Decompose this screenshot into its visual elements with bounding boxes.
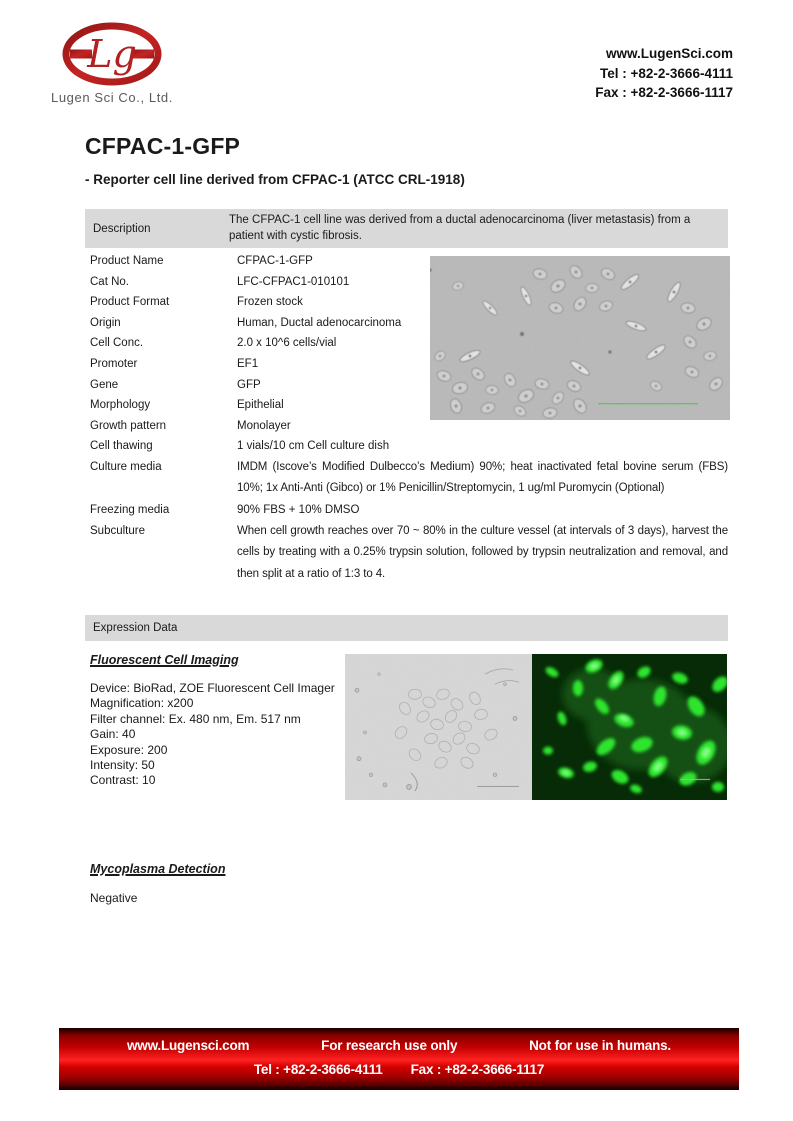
- header-fax: Fax : +82-2-3666-1117: [595, 85, 733, 100]
- spec-label: Product Name: [90, 255, 164, 267]
- spec-value: GFP: [237, 378, 261, 391]
- svg-text:Lg: Lg: [87, 32, 137, 76]
- spec-label: Cell thawing: [90, 440, 153, 453]
- imaging-detail-intensity: Intensity: 50: [90, 758, 155, 773]
- imaging-detail-exposure: Exposure: 200: [90, 742, 168, 757]
- description-label: Description: [93, 222, 151, 235]
- footer-bar: [59, 1028, 739, 1090]
- spec-value: IMDM (Iscove’s Modified Dulbecco’s Medium) 90%; heat inactivated fetal bovine serum (FBS) 10%; 1x Anti-Anti (Gibco) or 1% Penicillin/Streptomycin, 1 ug/ml Puromycin (Optional): [237, 460, 728, 495]
- phase-contrast-micrograph-image: [430, 256, 730, 420]
- spec-row-freezing-media: [85, 500, 728, 521]
- imaging-detail-device: Device: BioRad, ZOE Fluorescent Cell Imager: [90, 681, 335, 695]
- spec-value: 90% FBS + 10% DMSO: [237, 503, 360, 516]
- mycoplasma-result: Negative: [90, 891, 138, 905]
- lugen-logo-icon: [60, 22, 164, 88]
- spec-label: Growth pattern: [90, 419, 167, 432]
- page-subtitle: - Reporter cell line derived from CFPAC-1 (ATCC CRL-1918): [85, 172, 465, 187]
- expression-data-label: Expression Data: [93, 622, 178, 634]
- spec-label: Cell Conc.: [90, 337, 144, 350]
- footer-tel: Tel : +82-2-3666-4111: [253, 1062, 383, 1077]
- imaging-details: [90, 681, 335, 789]
- imaging-detail-gain: Gain: 40: [90, 727, 136, 742]
- header-contact-info: [595, 44, 733, 103]
- footer-disclaimer: Not for use in humans.: [529, 1038, 671, 1053]
- footer-line-1: [59, 1030, 739, 1053]
- imaging-detail-filter-channel: Filter channel: Ex. 480 nm, Em. 517 nm: [90, 711, 301, 726]
- footer-research-use: For research use only: [321, 1038, 458, 1053]
- spec-label: Morphology: [90, 399, 151, 412]
- spec-value: LFC-CFPAC1-010101: [237, 275, 350, 288]
- spec-label: Freezing media: [90, 503, 170, 516]
- spec-row-culture-media: [85, 457, 728, 500]
- header-website: www.LugenSci.com: [605, 46, 733, 61]
- spec-value: 1 vials/10 cm Cell culture dish: [237, 440, 390, 453]
- footer-line-2: [59, 1062, 739, 1077]
- fluorescent-imaging-heading: Fluorescent Cell Imaging: [90, 653, 239, 667]
- imaging-detail-contrast: Contrast: 10: [90, 773, 156, 788]
- spec-label: Product Format: [90, 296, 170, 309]
- spec-value: EF1: [237, 357, 259, 370]
- spec-label: Subculture: [90, 524, 145, 537]
- footer-fax: Fax : +82-2-3666-1117: [410, 1062, 545, 1077]
- spec-label: Culture media: [90, 460, 162, 473]
- header-tel: Tel : +82-2-3666-4111: [600, 65, 733, 81]
- spec-value: When cell growth reaches over 70 ~ 80% in the culture vessel (at intervals of 3 days), harvest the cells by treating with a 0.25% trypsin solution, followed by trypsin neutralization and removal, and then split at a ratio of 1:3 to 4.: [237, 524, 728, 580]
- spec-label: Origin: [90, 316, 121, 329]
- bright-field-image: [345, 654, 532, 800]
- spec-label: Cat No.: [90, 275, 129, 288]
- company-name: Lugen Sci Co., Ltd.: [51, 90, 173, 105]
- description-row: [85, 209, 728, 248]
- spec-row-subculture: [85, 521, 728, 586]
- expression-data-section-header: [85, 615, 728, 641]
- description-text: The CFPAC-1 cell line was derived from a ductal adenocarcinoma (liver metastasis) from a patient with cystic fibrosis.: [229, 214, 691, 242]
- spec-label: Gene: [90, 378, 119, 391]
- spec-value: Human, Ductal adenocarcinoma: [237, 316, 402, 329]
- spec-value: Epithelial: [237, 399, 284, 412]
- gfp-fluorescence-image: [532, 654, 727, 800]
- spec-label: Promoter: [90, 357, 138, 370]
- footer-website: www.Lugensci.com: [127, 1038, 250, 1053]
- spec-value: Frozen stock: [237, 296, 303, 309]
- spec-value: 2.0 x 10^6 cells/vial: [237, 337, 337, 350]
- spec-value: Monolayer: [237, 419, 291, 432]
- spec-value: CFPAC-1-GFP: [237, 255, 313, 267]
- mycoplasma-heading: Mycoplasma Detection: [90, 862, 226, 876]
- company-logo: [46, 22, 178, 105]
- spec-row-cell-thawing: [85, 436, 728, 457]
- page-title: CFPAC-1-GFP: [85, 133, 241, 159]
- imaging-detail-magnification: Magnification: x200: [90, 696, 194, 711]
